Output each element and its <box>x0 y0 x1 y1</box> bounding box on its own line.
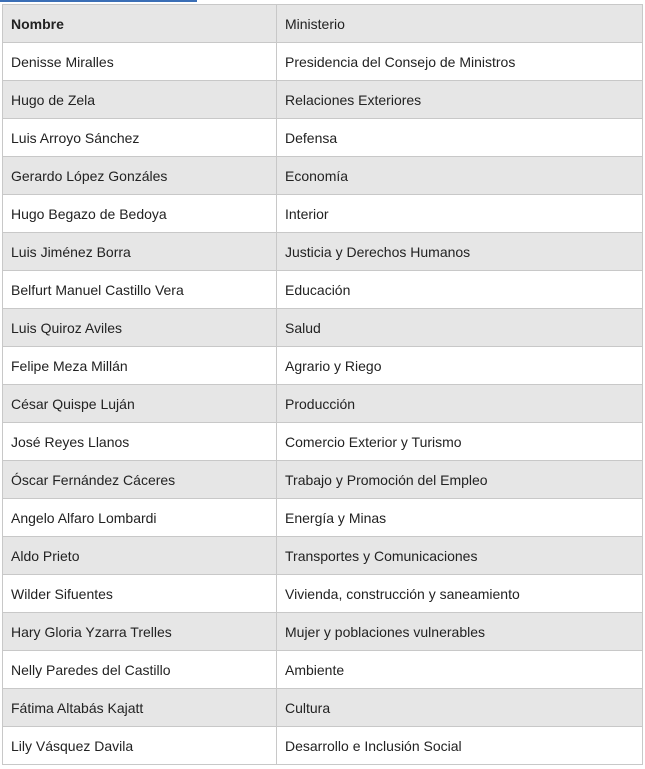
table-row <box>3 271 643 309</box>
cell-ministerio: Comercio Exterior y Turismo <box>277 423 643 461</box>
ministers-table <box>2 4 643 765</box>
cell-nombre: Angelo Alfaro Lombardi <box>3 499 277 537</box>
cell-ministerio: Desarrollo e Inclusión Social <box>277 727 643 765</box>
table-row <box>3 689 643 727</box>
cell-nombre: Belfurt Manuel Castillo Vera <box>3 271 277 309</box>
cell-nombre: Luis Quiroz Aviles <box>3 309 277 347</box>
cell-ministerio: Transportes y Comunicaciones <box>277 537 643 575</box>
cell-ministerio: Agrario y Riego <box>277 347 643 385</box>
cell-ministerio: Trabajo y Promoción del Empleo <box>277 461 643 499</box>
cell-ministerio: Interior <box>277 195 643 233</box>
table-row <box>3 81 643 119</box>
table-row <box>3 499 643 537</box>
cell-nombre: Felipe Meza Millán <box>3 347 277 385</box>
cell-nombre: César Quispe Luján <box>3 385 277 423</box>
table-row <box>3 385 643 423</box>
header-ministerio: Ministerio <box>277 5 643 43</box>
table-row <box>3 537 643 575</box>
cell-ministerio: Producción <box>277 385 643 423</box>
table-row <box>3 575 643 613</box>
table-row <box>3 309 643 347</box>
cell-nombre: Luis Arroyo Sánchez <box>3 119 277 157</box>
table-row <box>3 651 643 689</box>
cell-nombre: Hary Gloria Yzarra Trelles <box>3 613 277 651</box>
cell-nombre: Hugo de Zela <box>3 81 277 119</box>
cell-nombre: Fátima Altabás Kajatt <box>3 689 277 727</box>
cell-ministerio: Justicia y Derechos Humanos <box>277 233 643 271</box>
cell-nombre: José Reyes Llanos <box>3 423 277 461</box>
cell-nombre: Hugo Begazo de Bedoya <box>3 195 277 233</box>
cell-ministerio: Cultura <box>277 689 643 727</box>
top-accent-line <box>0 0 197 2</box>
table-row <box>3 157 643 195</box>
table-row <box>3 43 643 81</box>
table-row <box>3 423 643 461</box>
cell-ministerio: Educación <box>277 271 643 309</box>
cell-nombre: Óscar Fernández Cáceres <box>3 461 277 499</box>
table-row <box>3 195 643 233</box>
cell-ministerio: Relaciones Exteriores <box>277 81 643 119</box>
cell-nombre: Lily Vásquez Davila <box>3 727 277 765</box>
table-row <box>3 347 643 385</box>
cell-ministerio: Presidencia del Consejo de Ministros <box>277 43 643 81</box>
cell-nombre: Denisse Miralles <box>3 43 277 81</box>
table-row <box>3 119 643 157</box>
cell-ministerio: Vivienda, construcción y saneamiento <box>277 575 643 613</box>
table-row <box>3 613 643 651</box>
cell-nombre: Nelly Paredes del Castillo <box>3 651 277 689</box>
cell-ministerio: Mujer y poblaciones vulnerables <box>277 613 643 651</box>
table-row <box>3 727 643 765</box>
header-nombre: Nombre <box>3 5 277 43</box>
cell-ministerio: Economía <box>277 157 643 195</box>
table-row <box>3 461 643 499</box>
cell-nombre: Gerardo López Gonzáles <box>3 157 277 195</box>
header-row <box>3 5 643 43</box>
table-row <box>3 233 643 271</box>
table-header <box>3 5 643 43</box>
cell-ministerio: Defensa <box>277 119 643 157</box>
cell-ministerio: Salud <box>277 309 643 347</box>
cell-nombre: Aldo Prieto <box>3 537 277 575</box>
cell-nombre: Wilder Sifuentes <box>3 575 277 613</box>
table-body <box>3 43 643 765</box>
cell-ministerio: Ambiente <box>277 651 643 689</box>
cell-nombre: Luis Jiménez Borra <box>3 233 277 271</box>
cell-ministerio: Energía y Minas <box>277 499 643 537</box>
